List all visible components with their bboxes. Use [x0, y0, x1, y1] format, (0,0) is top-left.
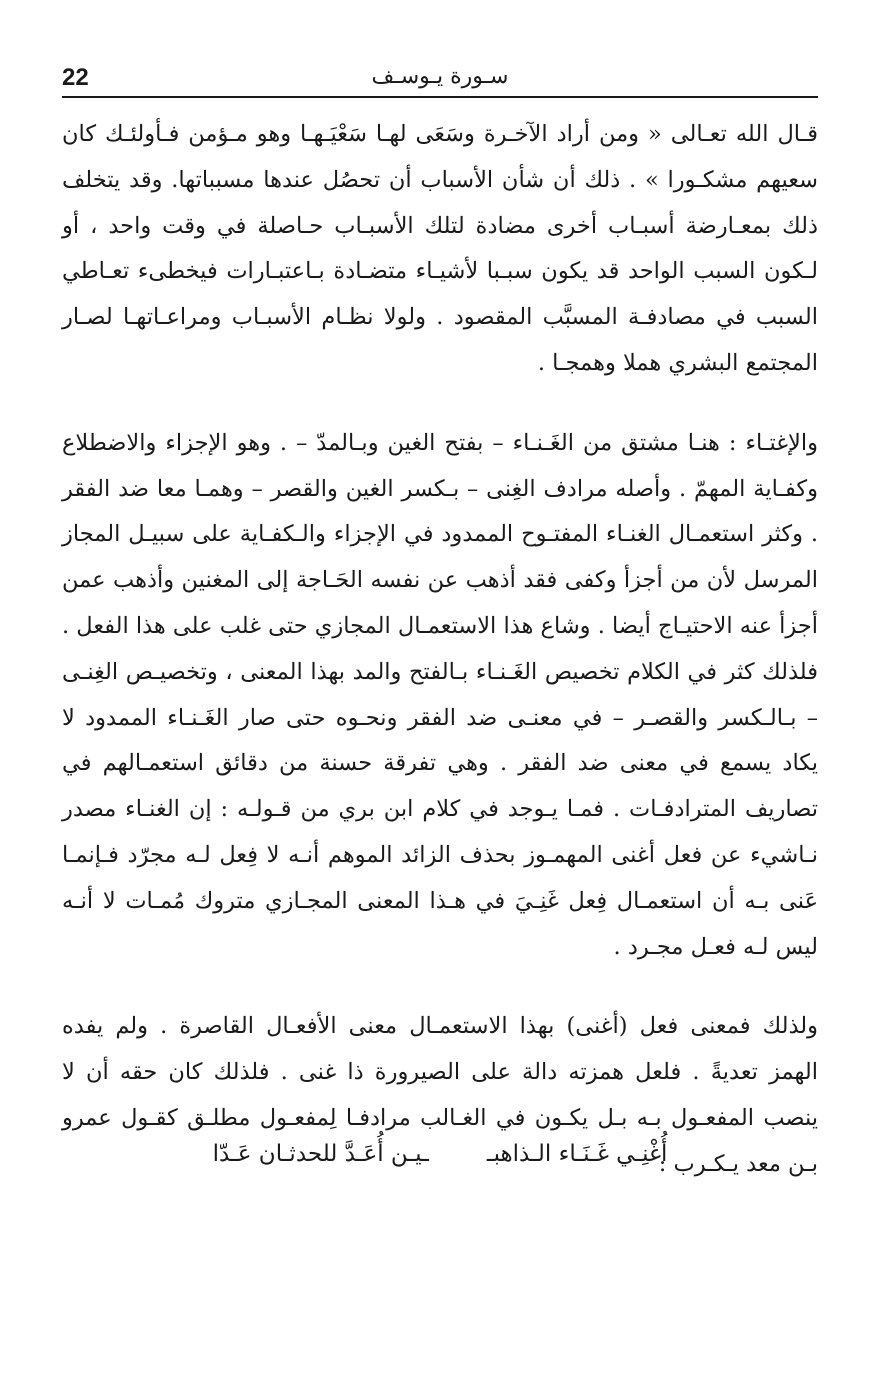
paragraph: والإغتـاء : هنـا مشتق من الغَـنـاء – بفتح الغين وبـالمدّ – . وهو الإجزاء والاضطلاع وكفـاية المهمّ . وأصله مرادف الغِنى – بـكسر الغين والقصر – وهمـا معا ضد الفقر . وكثر استعمـال الغنـاء المفتـوح الممدود في الإجزاء والـكفـاية على سبيـل المجاز المرسل لأن من أجزأ وكفى فقد أذهب عن نفسه الحَـاجة إلى المغنين وأذهب عمن أجزأ عنه الاحتيـاج أيضا . وشاع هذا الاستعمـال المجازي حتى غلب على هذا الفعل . فلذلك كثر في الكلام تخصيص الغَـنـاء بـالفتح والمد بهذا المعنى ، وتخصيـص الغِنـى – بـالـكسر والقصـر – في معنـى ضد الفقر ونحـوه حتى صار الغَـنـاء الممدود لا يكاد يسمع في معنى ضد الفقر . وهي تفرقة حسنة من دقائق استعمـالهم في تصاريف المترادفـات . فمـا يـوجد في كلام ابن بري من قـولـه : إن الغنـاء مصدر نـاشيء عن فعل أغنى المهمـوز بحذف الزائد الموهم أنـه لا فِعل لـه مجرّد فـإنمـا عَنى بـه أن استعمـال فِعل غَنِـيَ في هـذا المعنى المجـازي متروك مُمـات لا أنـه ليس لـه فعـل مجـرد . — [62, 429, 818, 960]
verse-second-hemistich: ـيـن أُعَـدَّ للحدثـان عَـدّا — [212, 1141, 429, 1167]
poetry-verse — [62, 1132, 818, 1176]
body-text — [62, 112, 818, 1188]
page-number: 22 — [62, 64, 89, 91]
page-header — [62, 62, 818, 98]
verse-first-hemistich: أُغْنِـي غَـنَـاء الـذاهبـ — [486, 1141, 668, 1167]
running-title: سـورة يـوسـف — [371, 64, 509, 89]
paragraph: ولذلك فمعنى فعل (أغنى) بهذا الاستعمـال معنى الأفعـال القاصرة . ولم يفده الهمز تعديةً . فلعل همزته دالة على الصيرورة ذا غنى . فلذلك كان حقه أن لا ينصب المفعـول بـه بـل يكـون في الغـالب مرادفـا لِمفعـول مطلـق كقـول عمرو بـن معد يـكـرب : — [62, 1013, 818, 1177]
paragraph: قـال الله تعـالى « ومن أراد الآخـرة وسَعَى لهـا سَعْيَـهـا وهو مـؤمن فـأولئـك كان سعيهم مشكـورا » . ذلك أن شأن الأسباب أن تحصُل عندها مسبباتها. وقد يتخلف ذلك بمعـارضة أسبـاب أخرى مضادة لتلك الأسبـاب حـاصلة في وقت واحد ، أو لـكون السبب الواحد قد يكون سبـبا لأشيـاء متضـادة بـاعتبـارات فيخطىء تعـاطي السبب في مصادفـة المسبَّب المقصود . ولولا نظـام الأسبـاب ومراعـاتهـا لصـار المجتمع البشري هملا وهمجـا . — [62, 121, 818, 376]
